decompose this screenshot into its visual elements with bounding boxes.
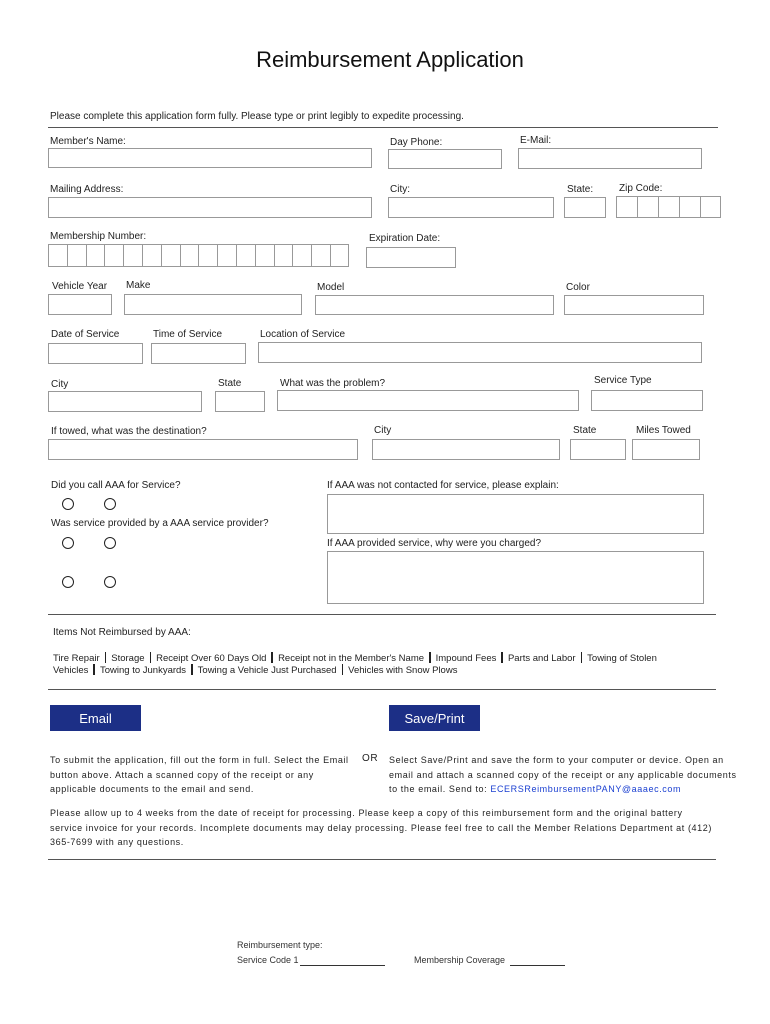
membership-cell[interactable] [198,244,217,267]
problem-field[interactable] [277,390,579,411]
city-label: City: [390,184,410,195]
zip-cell[interactable] [700,196,721,218]
not-reimbursed-item: Parts and Labor [507,653,576,664]
save-instructions [389,753,744,797]
make-field[interactable] [124,294,302,315]
not-reimbursed-item: Receipt Over 60 Days Old [156,653,267,664]
membership-cell[interactable] [292,244,311,267]
membership-cell[interactable] [86,244,105,267]
why-charged-label: If AAA provided service, why were you charged? [327,538,542,549]
or-label: OR [362,753,379,764]
service-code-label: Service Code 1 [237,955,299,965]
membership-cell[interactable] [236,244,255,267]
not-reimbursed-item: Vehicles with Snow Plows [348,665,458,676]
extra-yes-radio[interactable] [62,576,74,588]
membership-cell[interactable] [274,244,293,267]
date-of-service-label: Date of Service [51,329,120,340]
why-charged-field[interactable] [327,551,704,604]
page-title: Reimbursement Application [256,47,524,72]
reimbursement-type-label: Reimbursement type: [237,940,323,950]
tow-state-field[interactable] [570,439,626,460]
processing-notice: Please allow up to 4 weeks from the date of receipt for processing. Please keep a copy of this reimbursement form and the original battery service invoice for your records. Incomplete documents may delay processing. Please feel free to call the Member Relations Department at (412) 365-7699 with any questions. [50,808,712,847]
provided-by-yes-radio[interactable] [62,537,74,549]
not-reimbursed-item: Towing of Stolen [587,653,657,664]
divider [48,859,716,860]
email-label: E-Mail: [520,135,552,146]
miles-towed-field[interactable] [632,439,700,460]
membership-cell[interactable] [161,244,180,267]
city-field[interactable] [388,197,554,218]
service-state-field[interactable] [215,391,265,412]
state-field[interactable] [564,197,606,218]
not-contacted-field[interactable] [327,494,704,534]
state-label: State: [567,184,594,195]
membership-cell[interactable] [311,244,330,267]
service-city-label: City [51,379,69,390]
not-reimbursed-item: Storage [111,653,145,664]
membership-number-label: Membership Number: [50,231,147,242]
submission-email-link[interactable]: ECERSReimbursementPANY@aaaec.com [490,784,682,794]
membership-cell[interactable] [48,244,67,267]
tow-state-label: State [573,425,597,436]
save-print-button[interactable]: Save/Print [389,705,480,731]
zip-code-label: Zip Code: [619,183,663,194]
not-reimbursed-item: Receipt not in the Member's Name [278,653,425,664]
membership-cell[interactable] [67,244,86,267]
towed-destination-field[interactable] [48,439,358,460]
zip-cell[interactable] [658,196,679,218]
service-code-line[interactable] [300,965,385,966]
day-phone-field[interactable] [388,149,502,169]
provided-by-no-radio[interactable] [104,537,116,549]
day-phone-label: Day Phone: [390,137,443,148]
called-aaa-no-radio[interactable] [104,498,116,510]
zip-code-field[interactable] [616,196,721,218]
extra-no-radio[interactable] [104,576,116,588]
time-of-service-field[interactable] [151,343,246,364]
location-of-service-field[interactable] [258,342,702,363]
not-reimbursed-item: Towing to Junkyards [99,665,187,676]
service-city-field[interactable] [48,391,202,412]
vehicle-year-field[interactable] [48,294,112,315]
email-button[interactable]: Email [50,705,141,731]
service-state-label: State [218,378,242,389]
service-type-label: Service Type [594,375,652,386]
time-of-service-label: Time of Service [153,329,223,340]
not-reimbursed-heading: Items Not Reimbursed by AAA: [53,627,191,638]
divider [48,127,718,128]
called-aaa-yes-radio[interactable] [62,498,74,510]
not-contacted-label: If AAA was not contacted for service, please explain: [327,480,559,491]
location-of-service-label: Location of Service [260,329,346,340]
not-reimbursed-line-2 [53,664,457,676]
tow-city-field[interactable] [372,439,560,460]
provided-by-label: Was service provided by a AAA service provider? [51,518,269,529]
membership-coverage-line[interactable] [510,965,565,966]
model-field[interactable] [315,295,554,315]
not-reimbursed-item: Tire Repair [53,653,100,664]
towed-destination-label: If towed, what was the destination? [51,426,207,437]
membership-cell[interactable] [123,244,142,267]
date-of-service-field[interactable] [48,343,143,364]
membership-cell[interactable] [104,244,123,267]
membership-cell[interactable] [255,244,274,267]
divider [48,689,716,690]
membership-cell[interactable] [330,244,349,267]
called-aaa-label: Did you call AAA for Service? [51,480,181,491]
instructions: Please complete this application form fully. Please type or print legibly to expedite processing. [50,111,464,122]
members-name-label: Member's Name: [50,136,126,147]
problem-label: What was the problem? [280,378,386,389]
color-label: Color [566,282,590,293]
email-field[interactable] [518,148,702,169]
color-field[interactable] [564,295,704,315]
email-instructions: To submit the application, fill out the form in full. Select the Email button above. Attach a scanned copy of the receipt or any applicable documents to the email and send. [50,755,349,794]
expiration-date-field[interactable] [366,247,456,268]
zip-cell[interactable] [679,196,700,218]
zip-cell[interactable] [616,196,637,218]
not-reimbursed-item: Vehicles [53,665,89,676]
miles-towed-label: Miles Towed [636,425,691,436]
membership-cell[interactable] [142,244,161,267]
expiration-date-label: Expiration Date: [369,233,441,244]
membership-coverage-label: Membership Coverage [414,955,506,965]
make-label: Make [126,280,151,291]
tow-city-label: City [374,425,392,436]
zip-cell[interactable] [637,196,658,218]
membership-cell[interactable] [180,244,199,267]
not-reimbursed-item: Impound Fees [435,653,497,664]
membership-number-field[interactable] [48,244,349,267]
mailing-address-field[interactable] [48,197,372,218]
membership-cell[interactable] [217,244,236,267]
not-reimbursed-line-1 [53,652,657,664]
save-instructions-text: Select Save/Print and save the form to your computer or device. Open an email and attach a scanned copy of the receipt or any applicable documents to the email. Send to: [389,755,737,794]
service-type-field[interactable] [591,390,703,411]
not-reimbursed-item: Towing a Vehicle Just Purchased [197,665,337,676]
vehicle-year-label: Vehicle Year [52,281,108,292]
members-name-field[interactable] [48,148,372,168]
model-label: Model [317,282,345,293]
mailing-address-label: Mailing Address: [50,184,124,195]
divider [48,614,716,615]
